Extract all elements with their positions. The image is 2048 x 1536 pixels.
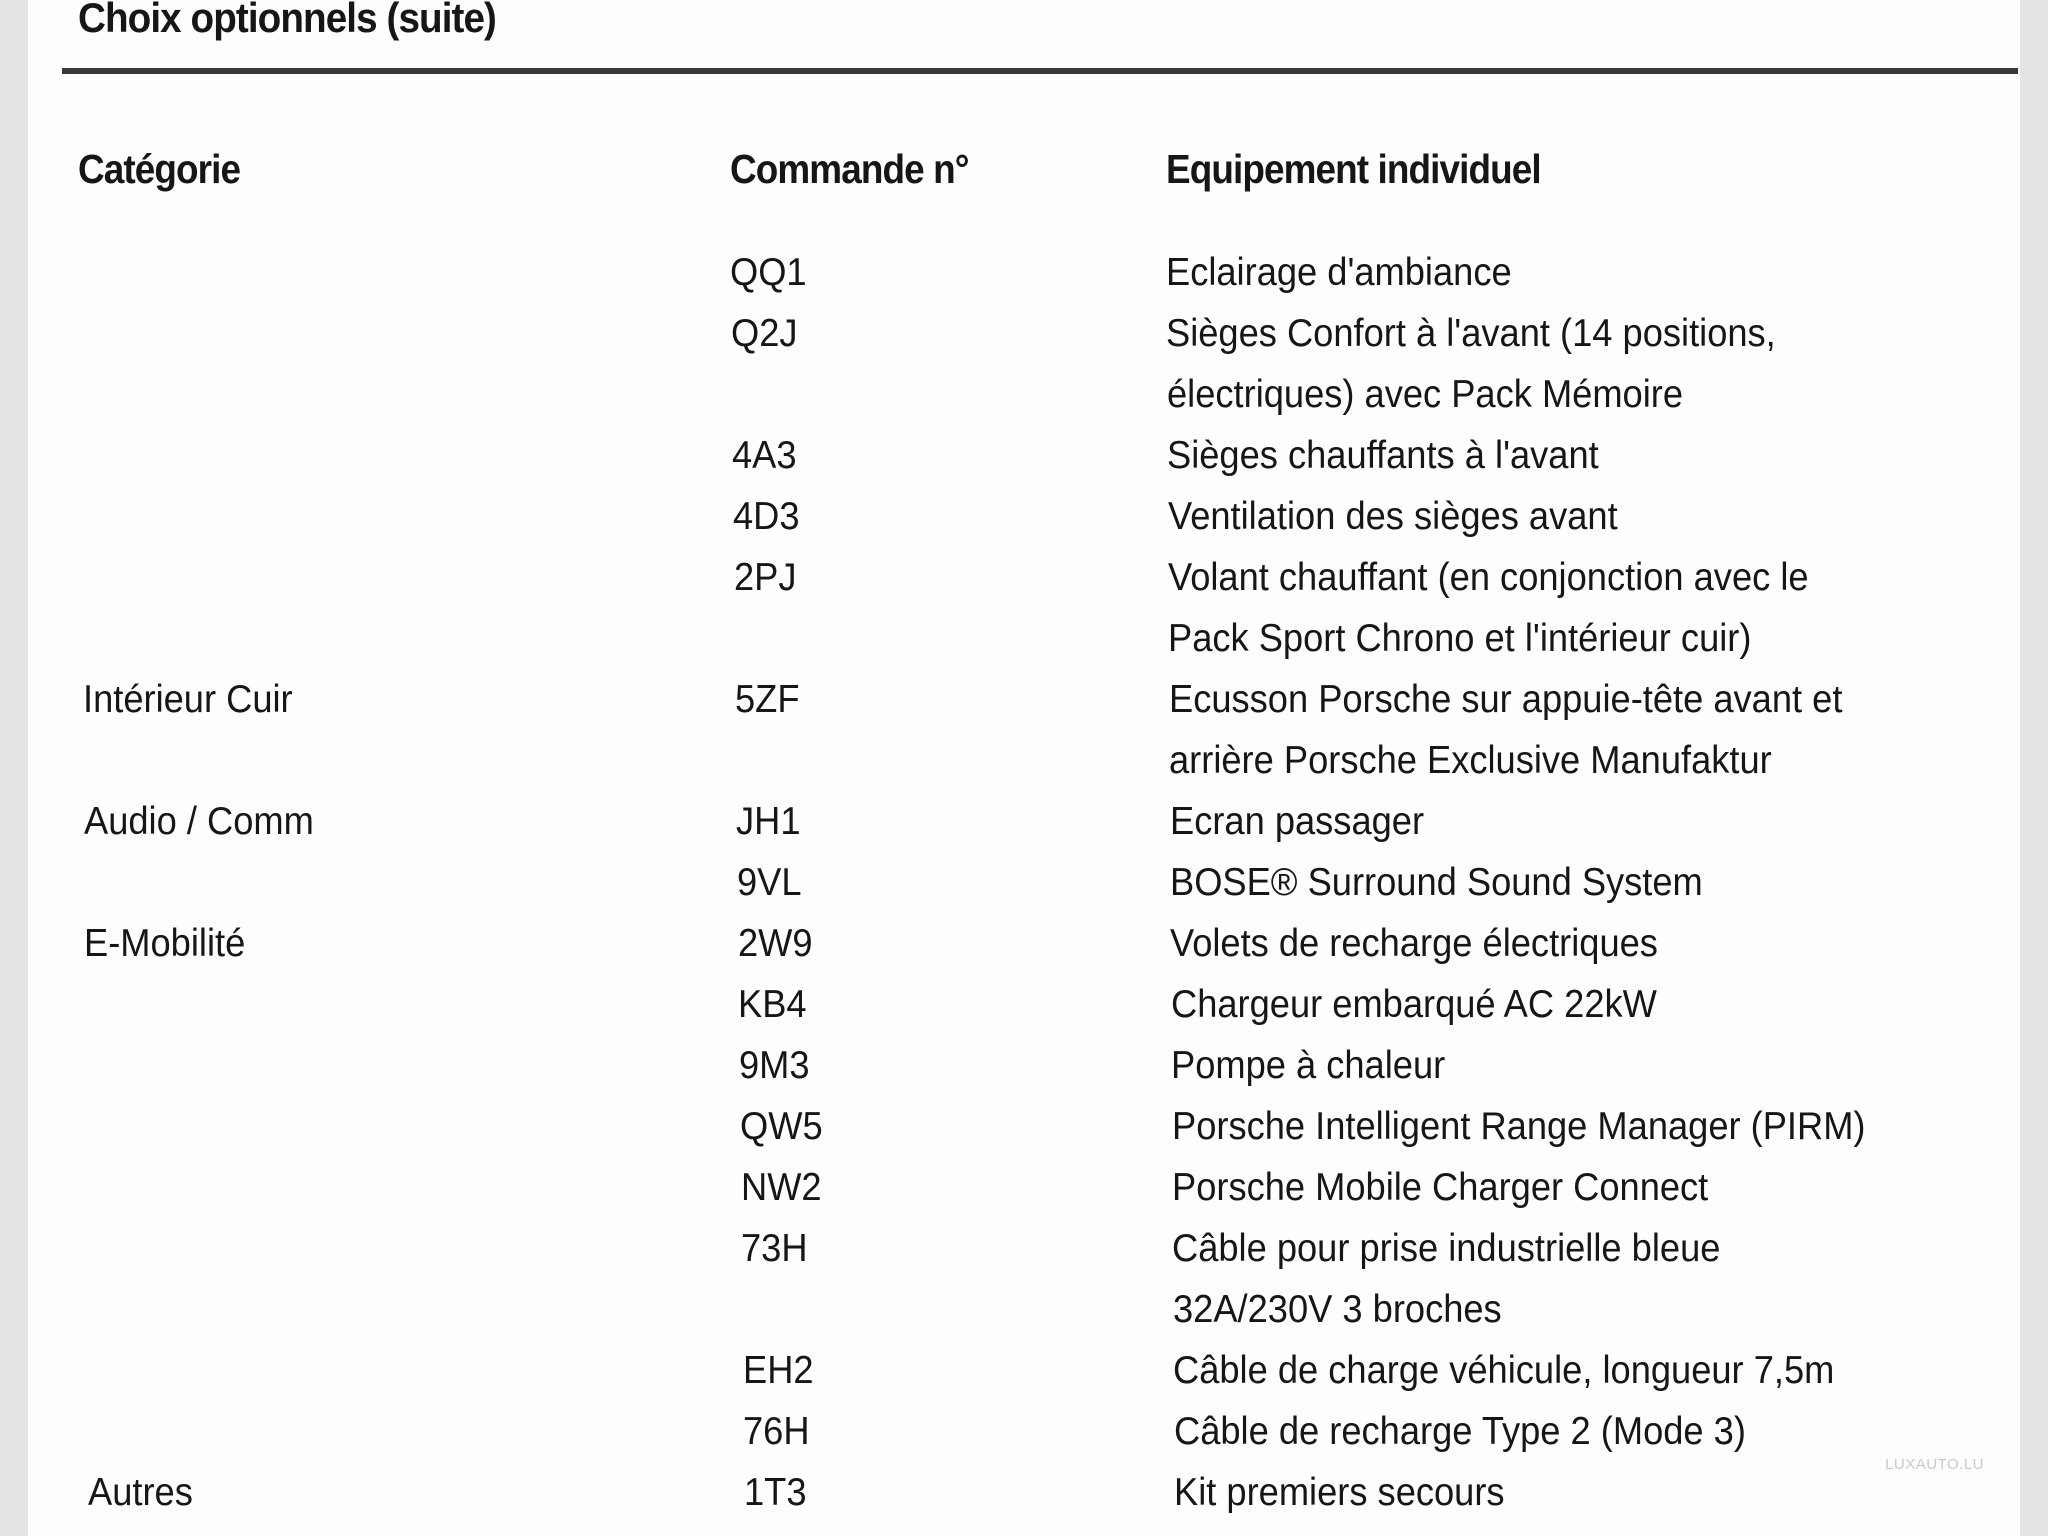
row-equipment-description: arrière Porsche Exclusive Manufaktur bbox=[1169, 739, 1772, 782]
row-category: E-Mobilité bbox=[84, 922, 246, 965]
row-order-code: 9M3 bbox=[739, 1044, 810, 1087]
row-order-code: 1T3 bbox=[744, 1471, 807, 1514]
row-order-code: 4A3 bbox=[732, 434, 797, 477]
row-order-code: EH2 bbox=[742, 1349, 814, 1392]
column-header-order-number: Commande n° bbox=[730, 146, 969, 192]
section-title: Choix optionnels (suite) bbox=[78, 0, 496, 41]
row-equipment-description: électriques) avec Pack Mémoire bbox=[1166, 373, 1683, 416]
row-order-code: 9VL bbox=[737, 861, 802, 904]
row-equipment-description: Pompe à chaleur bbox=[1171, 1044, 1446, 1087]
row-order-code: QQ1 bbox=[730, 251, 807, 294]
row-order-code: 2PJ bbox=[733, 556, 796, 599]
row-equipment-description: Sièges Confort à l'avant (14 positions, bbox=[1166, 312, 1777, 355]
row-equipment-description: Câble de charge véhicule, longueur 7,5m bbox=[1173, 1349, 1835, 1392]
row-order-code: 5ZF bbox=[734, 678, 800, 721]
row-equipment-description: Kit premiers secours bbox=[1174, 1471, 1505, 1514]
row-equipment-description: Sièges chauffants à l'avant bbox=[1167, 434, 1599, 477]
row-order-code: 4D3 bbox=[732, 495, 800, 538]
row-category: Audio / Comm bbox=[83, 800, 314, 843]
row-equipment-description: Porsche Mobile Charger Connect bbox=[1172, 1166, 1709, 1209]
row-equipment-description: Porsche Intelligent Range Manager (PIRM) bbox=[1171, 1105, 1866, 1148]
row-order-code: NW2 bbox=[740, 1166, 822, 1209]
row-equipment-description: Volant chauffant (en conjonction avec le bbox=[1168, 556, 1809, 599]
row-equipment-description: Volets de recharge électriques bbox=[1170, 922, 1659, 965]
row-order-code: Q2J bbox=[730, 312, 798, 355]
row-equipment-description: 32A/230V 3 broches bbox=[1172, 1288, 1502, 1331]
row-order-code: KB4 bbox=[738, 983, 807, 1026]
row-order-code: 2W9 bbox=[737, 922, 813, 965]
watermark: LUXAUTO.LU bbox=[1885, 1456, 1984, 1473]
column-header-category: Catégorie bbox=[78, 146, 241, 192]
row-category: Autres bbox=[88, 1471, 193, 1514]
row-equipment-description: Pack Sport Chrono et l'intérieur cuir) bbox=[1168, 617, 1752, 660]
row-equipment-description: Ecran passager bbox=[1169, 800, 1424, 843]
row-equipment-description: Ventilation des sièges avant bbox=[1167, 495, 1618, 538]
row-order-code: JH1 bbox=[736, 800, 801, 843]
row-order-code: QW5 bbox=[739, 1105, 823, 1148]
row-equipment-description: Chargeur embarqué AC 22kW bbox=[1170, 983, 1657, 1026]
row-equipment-description: Eclairage d'ambiance bbox=[1166, 251, 1512, 294]
row-equipment-description: Câble de recharge Type 2 (Mode 3) bbox=[1173, 1410, 1746, 1453]
row-equipment-description: Câble pour prise industrielle bleue bbox=[1172, 1227, 1721, 1270]
row-order-code: 76H bbox=[743, 1410, 810, 1453]
column-header-equipment: Equipement individuel bbox=[1166, 146, 1541, 192]
row-equipment-description: Ecusson Porsche sur appuie-tête avant et bbox=[1168, 678, 1843, 721]
row-category: Intérieur Cuir bbox=[82, 678, 293, 721]
row-order-code: 73H bbox=[741, 1227, 808, 1270]
row-equipment-description: BOSE® Surround Sound System bbox=[1170, 861, 1703, 904]
